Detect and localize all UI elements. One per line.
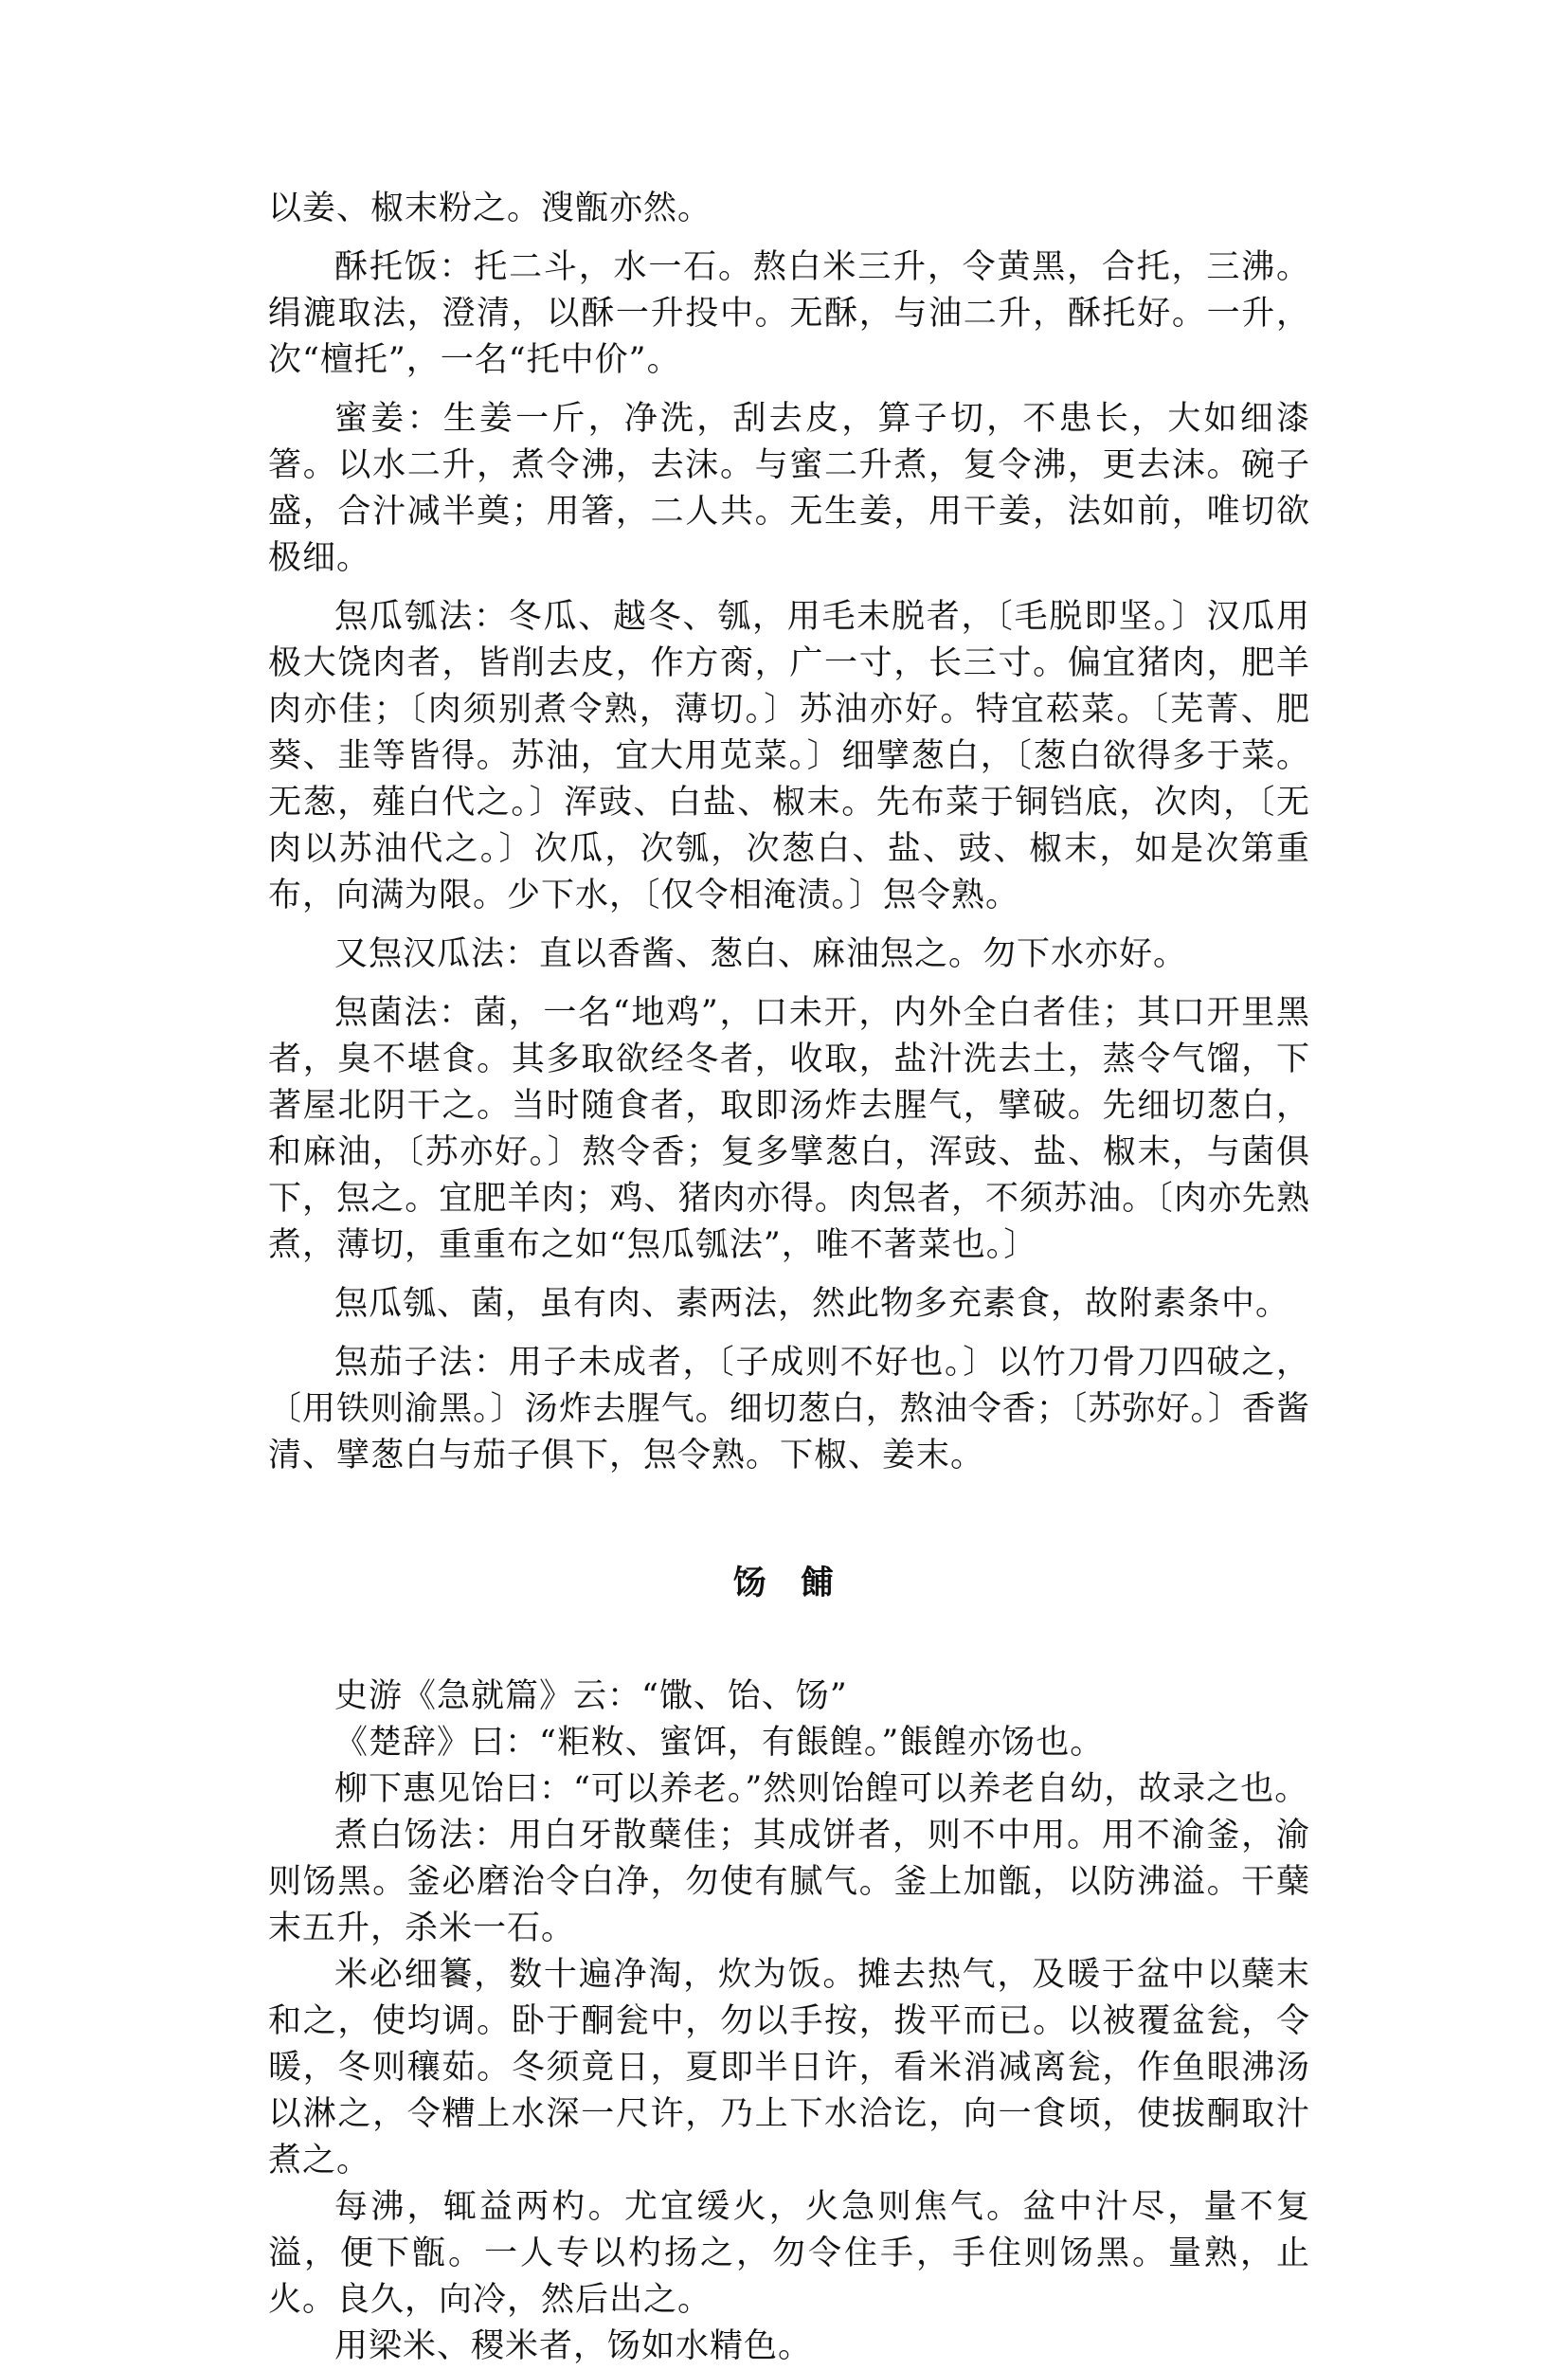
paragraph-mi-jiang: 蜜姜：生姜一斤，净洗，刮去皮，算子切，不患长，大如细漆箸。以水二升，煮令沸，去沫。与蜜二升煮，复令沸，更去沫。碗子盛，合汁减半奠；用箸，二人共。无生姜，用干姜，法如前，唯切欲极细。 [268,400,1310,577]
paragraph-jijiupian: 史游《急就篇》云：“馓、饴、饧” [334,1677,848,1715]
paragraph-boiling: 每沸，辄益两杓。尤宜缓火，火急则焦气。盆中汁尽，量不复溢，便下甑。一人专以杓扬之，勿令住手，手住则饧黑。量熟，止火。良久，向冷，然后出之。 [268,2188,1310,2319]
paragraph-rice-preparation: 米必细䉵，数十遍净淘，炊为饭。摊去热气，及暖于盆中以蘖末和之，使均调。卧于酮瓮中，勿以手按，拨平而已。以被覆盆瓮，令暖，冬则穰茹。冬须竟日，夏即半日许，看米消减离瓮，作鱼眼沸汤以淋之，令糟上水深一尺许，乃上下水洽讫，向一食顷，使拔酮取汁煮之。 [268,1956,1310,2180]
page-content [268,186,1310,2370]
paragraph-liuxiahui: 柳下惠见饴曰：“可以养老。”然则饴餭可以养老自幼，故录之也。 [334,1770,1309,1808]
section-tang-bu [268,1673,1310,2370]
paragraph-pao-han-gua: 又炰汉瓜法：直以香酱、葱白、麻油炰之。勿下水亦好。 [334,935,1188,973]
paragraph-su-tuo-fan: 酥托饭：托二斗，水一石。熬白米三升，令黄黑，合托，三沸。绢漉取法，澄清，以酥一升投中。无酥，与油二升，酥托好。一升，次“檀托”，一名“托中价”。 [268,248,1310,379]
paragraph-pao-qiezi: 炰茄子法：用子未成者，〔子成则不好也。〕以竹刀骨刀四破之，〔用铁则渝黑。〕汤炸去腥气。细切葱白，熬油令香；〔苏弥好。〕香酱清、擘葱白与茄子俱下，炰令熟。下椒、姜末。 [268,1344,1310,1474]
paragraph-ginger-pepper: 以姜、椒末粉之。溲甑亦然。 [268,190,712,227]
paragraph-pao-gua-hu: 炰瓜瓠法：冬瓜、越冬、瓠，用毛未脱者，〔毛脱即坚。〕汉瓜用极大饶肉者，皆削去皮，作方脔，广一寸，长三寸。偏宜猪肉，肥羊肉亦佳；〔肉须别煮令熟，薄切。〕苏油亦好。特宜菘菜。〔芜菁、肥葵、韭等皆得。苏油，宜大用苋菜。〕细擘葱白，〔葱白欲得多于菜。无葱，薤白代之。〕浑豉、白盐、椒末。先布菜于铜铛底，次肉，〔无肉以苏油代之。〕次瓜，次瓠，次葱白、盐、豉、椒末，如是次第重布，向满为限。少下水，〔仅令相淹渍。〕炰令熟。 [268,598,1310,914]
section-heading-tang-bu: 饧 餔 [732,1565,846,1602]
paragraph-zhu-bai-tang: 煮白饧法：用白牙散蘖佳；其成饼者，则不中用。用不渝釜，渝则饧黑。釜必磨治令白净，勿使有腻气。釜上加甑，以防沸溢。干蘖末五升，杀米一石。 [268,1817,1310,1947]
paragraph-liang-ji-mi: 用梁米、稷米者，饧如水精色。 [334,2327,813,2365]
section-vegetarian-dishes [268,186,1310,1479]
paragraph-chuci: 《楚辞》曰：“粔籹、蜜饵，有餦餭。”餦餭亦饧也。 [334,1724,1105,1762]
paragraph-pao-note: 炰瓜瓠、菌，虽有肉、素两法，然此物多充素食，故附素条中。 [334,1285,1290,1323]
paragraph-pao-jun: 炰菌法：菌，一名“地鸡”，口未开，内外全白者佳；其口开里黑者，臭不堪食。其多取欲经冬者，收取，盐汁洗去土，蒸令气馏，下著屋北阴干之。当时随食者，取即汤炸去腥气，擘破。先细切葱白，和麻油，〔苏亦好。〕熬令香；复多擘葱白，浑豉、盐、椒末，与菌俱下，炰之。宜肥羊肉；鸡、猪肉亦得。肉炰者，不须苏油。〔肉亦先熟煮，薄切，重重布之如“炰瓜瓠法”，唯不著菜也。〕 [268,994,1310,1264]
